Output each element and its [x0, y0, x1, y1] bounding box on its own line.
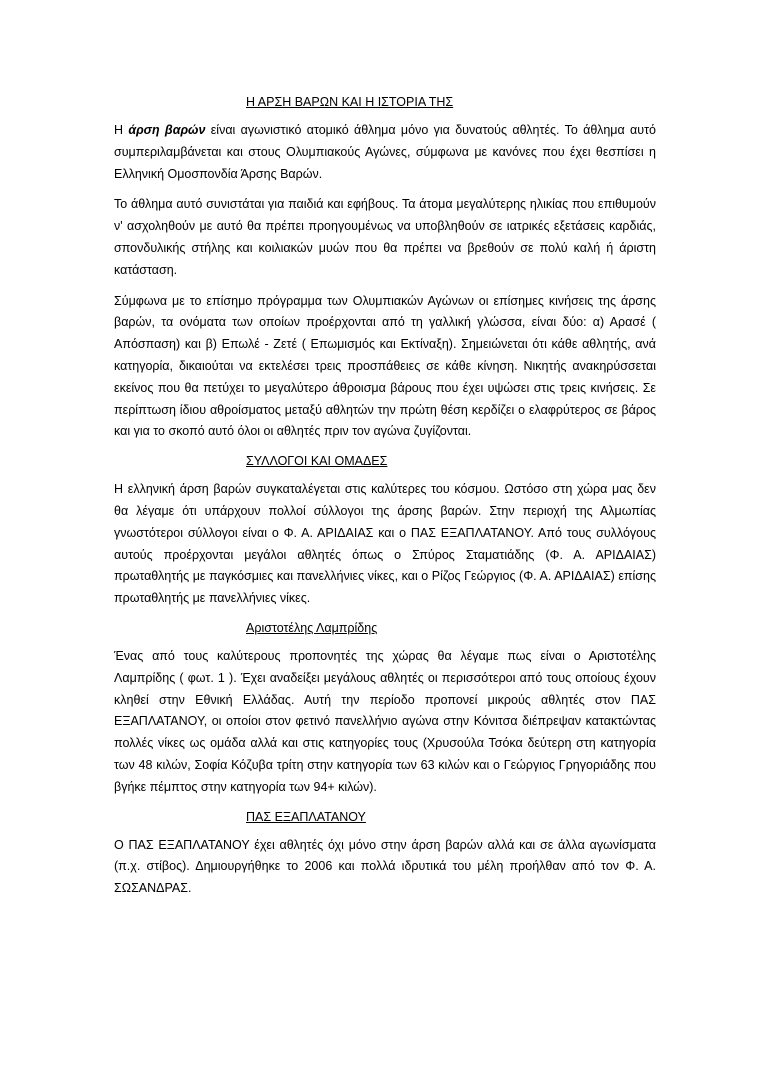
- emphasis-weightlifting: άρση βαρών: [128, 123, 206, 137]
- paragraph-intro-rest: είναι αγωνιστικό ατομικό άθλημα μόνο για δυνατούς αθλητές. Το άθλημα αυτό συμπεριλαμβάνεται και στους Ολυμπιακούς Αγώνες, σύμφωνα με κανόνες που έχει θεσπίσει η Ελληνική Ομοσπονδία Άρσης Βαρών.: [114, 123, 657, 181]
- section-heading-weightlifting-history: Η ΑΡΣΗ ΒΑΡΩΝ ΚΑΙ Η ΙΣΤΟΡΙΑ ΤΗΣ: [246, 95, 454, 109]
- paragraph-intro: [114, 120, 656, 185]
- document-page: [114, 92, 656, 900]
- paragraph-olympic-lifts: Σύμφωνα με το επίσημο πρόγραμμα των Ολυμπιακών Αγώνων οι επίσημες κινήσεις της άρσης βαρών, τα ονόματα των οποίων προέρχονται από τη γαλλική γλώσσα, είναι δύο: α) Αρασέ ( Απόσπαση) και β) Επωλέ - Ζετέ ( Επωμισμός και Εκτίναξη). Σημειώνεται ότι κάθε αθλητής, ανά κατηγορία, δικαιούται να εκτελέσει τρεις προσπάθειες σε κάθε κίνηση. Νικητής ανακηρύσσεται εκείνος που θα πετύχει το μεγαλύτερο άθροισμα βάρους που έχει υψώσει στις τρεις κινήσεις. Σε περίπτωση ίδιου αθροίσματος μεταξύ αθλητών την πρώτη θέση κερδίζει ο ελαφρύτερος σε βάρος και για το σκοπό αυτό όλοι οι αθλητές πριν τον αγώνα ζυγίζονται.: [114, 293, 656, 439]
- paragraph-intro-lead: Η: [114, 123, 129, 137]
- paragraph-clubs: Η ελληνική άρση βαρών συγκαταλέγεται στις καλύτερες του κόσμου. Ωστόσο στη χώρα μας δεν θα λέγαμε ότι υπάρχουν πολλοί σύλλογοι της άρσης βαρών. Στην περιοχή της Αλμωπίας γνωστότεροι σύλλογοι είναι ο Φ. Α. ΑΡΙΔΑΙΑΣ και ο ΠΑΣ ΕΞΑΠΛΑΤΑΝΟΥ. Από τους συλλόγους αυτούς προέρχονται μεγάλοι αθλητές όπως ο Σπύρος Σταματιάδης (Φ. Α. ΑΡΙΔΑΙΑΣ) πρωταθλητής με παγκόσμιες και πανελλήνιες νίκες, και ο Ρίζος Γεώργιος (Φ. Α. ΑΡΙΔΑΙΑΣ) επίσης πρωταθλητής με πανελλήνιες νίκες.: [114, 482, 656, 606]
- paragraph-suitability: Το άθλημα αυτό συνιστάται για παιδιά και εφήβους. Τα άτομα μεγαλύτερης ηλικίας που επιθυμούν ν' ασχοληθούν με αυτό θα πρέπει προηγουμένως να υποβληθούν σε ιατρικές εξετάσεις καρδιάς, σπονδυλικής στήλης και κοιλιακών μυών που θα πρέπει να βρεθούν σε πολύ καλή ή άριστη κατάσταση.: [114, 197, 656, 277]
- section-heading-clubs: ΣΥΛΛΟΓΟΙ ΚΑΙ ΟΜΑΔΕΣ: [246, 454, 388, 469]
- paragraph-coach: Ένας από τους καλύτερους προπονητές της χώρας θα λέγαμε πως είναι ο Αριστοτέλης Λαμπρίδης ( φωτ. 1 ). Έχει αναδείξει μεγάλους αθλητές οι περισσότεροι από τους οποίους έχουν κληθεί στην Εθνική Ελλάδας. Αυτή την περίοδο προπονεί μικρούς αθλητές στον ΠΑΣ ΕΞΑΠΛΑΤΑΝΟΥ, οι οποίοι στον φετινό πανελλήνιο αγώνα στην Κόνιτσα διέπρεψαν κατακτώντας πολλές νίκες ως ομάδα αλλά και στις κατηγορίες τους (Χρυσούλα Τσόκα δεύτερη στη κατηγορία των 48 κιλών, Σοφία Κόζυβα τρίτη στην κατηγορία των 63 κιλών και ο Γεώργιος Γρηγοριάδης που βγήκε πέμπτος στην κατηγορία των 94+ κιλών).: [114, 648, 656, 794]
- section-heading-coach: Αριστοτέλης Λαμπρίδης: [246, 620, 378, 635]
- section-heading-pas-exaplatanou: ΠΑΣ ΕΞΑΠΛΑΤΑΝΟΥ: [246, 809, 366, 824]
- paragraph-pas-exaplatanou: Ο ΠΑΣ ΕΞΑΠΛΑΤΑΝΟΥ έχει αθλητές όχι μόνο στην άρση βαρών αλλά και σε άλλα αγωνίσματα (π.χ. στίβος). Δημιουργήθηκε το 2006 και πολλά ιδρυτικά του μέλη προήλθαν από τον Φ. Α. ΣΩΣΑΝΔΡΑΣ.: [114, 837, 656, 896]
